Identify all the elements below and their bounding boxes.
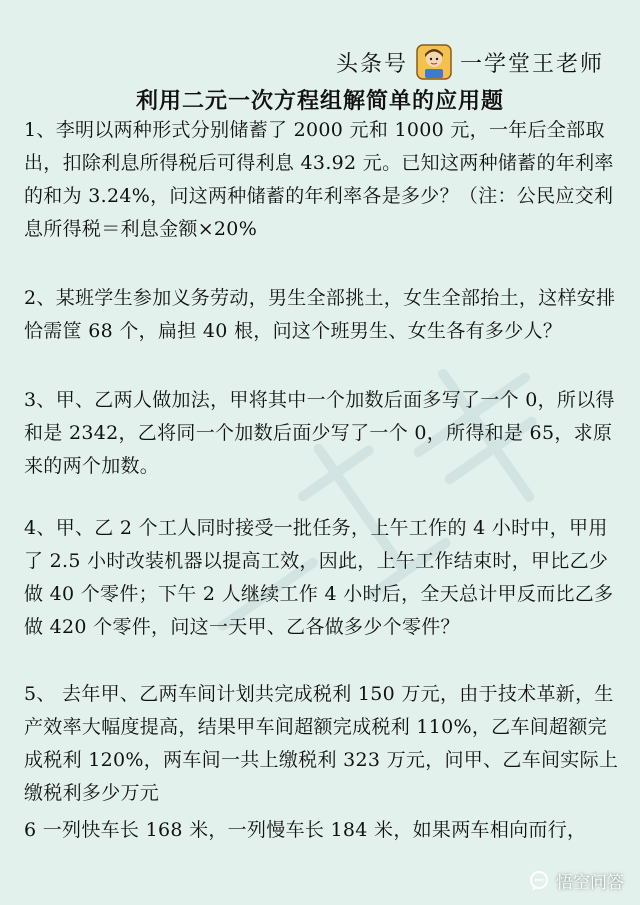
question-6: 6 一列快车长 168 米，一列慢车长 184 米，如果两车相向而行，	[24, 819, 587, 841]
brand-label-right: 一学堂王老师	[459, 51, 604, 77]
teacher-avatar-icon	[416, 44, 452, 80]
footer-watermark	[528, 868, 624, 893]
question-3: 3、甲、乙两人做加法，甲将其中一个加数后面多写了一个 0，所以得和是 2342，乙将同一个加数后面少写了一个 0，所得和是 65，求原来的两个加数。	[24, 389, 615, 477]
question-4: 4、甲、乙 2 个工人同时接受一批任务，上午工作的 4 小时中，甲用了 2.5 小时改装机器以提高工效，因此，上午工作结束时，甲比乙少做 40 个零件；下午 2 人继续工作 4 小时后，全天总计甲反而比乙多做 420 个零件，问这一天甲、乙各做多少个零件？	[24, 517, 614, 638]
question-5: 5、 去年甲、乙两车间计划共完成税利 150 万元，由于技术革新，生产效率大幅度提高，结果甲车间超额完成税利 110%，乙车间超额完成税利 120%，两车间一共上缴税利 323 万元，问甲、乙车间实际上缴税利多少万元	[24, 683, 619, 804]
brand-label-left: 头条号	[335, 51, 408, 77]
page-title: 利用二元一次方程组解简单的应用题	[135, 88, 504, 114]
footer-label: 悟空问答	[556, 873, 624, 893]
brand-header	[336, 44, 604, 80]
question-2: 2、某班学生参加义务劳动，男生全部挑土，女生全部抬土，这样安排恰需筐 68 个，扁担 40 根，问这个班男生、女生各有多少人？	[24, 287, 616, 342]
speech-bubble-icon	[528, 870, 550, 892]
question-1: 1、李明以两种形式分别储蓄了 2000 元和 1000 元，一年后全部取出，扣除利息所得税后可得利息 43.92 元。已知这两种储蓄的年利率的和为 3.24%，问这两种储蓄的年利率各是多少？（注：公民应交利息所得税＝利息金额×20%	[24, 119, 614, 240]
